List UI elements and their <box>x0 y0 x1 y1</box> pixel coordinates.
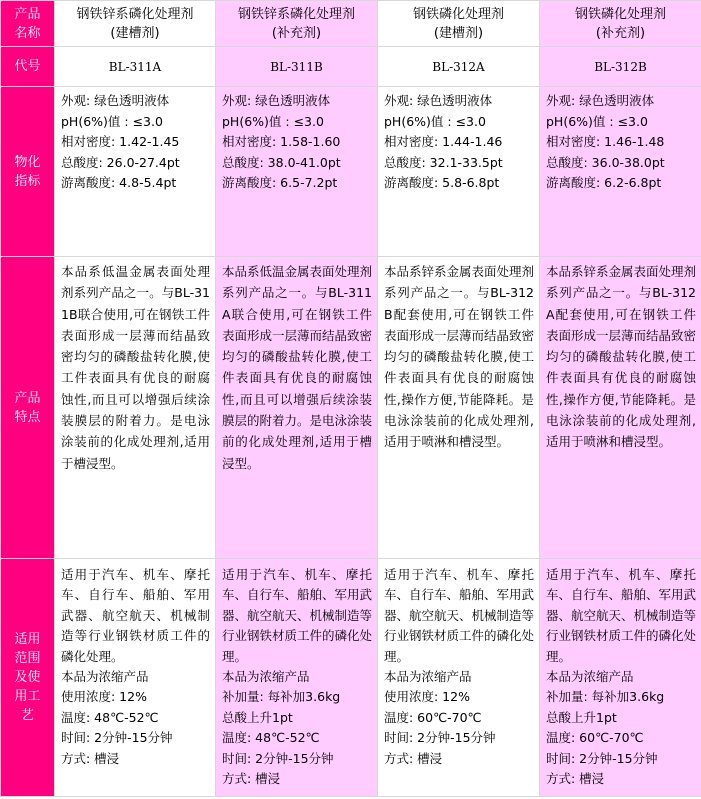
row-label-code: 代号 <box>1 47 55 87</box>
features-cell: 本品系低温金属表面处理剂系列产品之一。与BL-311B联合使用,可在钢铁工件表面形成一层薄而结晶致密均匀的磷酸盐转化膜,使工件表面具有优良的耐腐蚀性,而且可以增强后续涂装膜层的附着力。是电泳涂装前的化成处理剂,适用于槽浸型。 <box>55 257 216 559</box>
properties-cell <box>55 87 216 257</box>
product-code: BL-311A <box>55 47 216 87</box>
features-cell: 本品系锌系金属表面处理剂系列产品之一。与BL-312A配套使用,可在钢铁工件表面形成一层薄而结晶致密均匀的磷酸盐转化膜,使工件表面具有优良的耐腐蚀性,操作方便,节能降耗。是电泳涂装前的化成处理剂,适用于喷淋和槽浸型。 <box>540 257 701 559</box>
usage-line: 温度: 48℃-52℃ <box>61 709 159 725</box>
row-label-name <box>1 1 55 47</box>
row-label-features <box>1 257 55 559</box>
usage-line: 温度: 60℃-70℃ <box>546 730 644 746</box>
product-name: 钢铁磷化处理剂 <box>412 6 504 22</box>
property-line: 外观: 绿色透明液体 <box>384 93 493 108</box>
properties-row <box>1 87 701 257</box>
usage-line: 本品为浓缩产品 <box>61 669 149 685</box>
usage-line: 本品为浓缩产品 <box>222 669 310 685</box>
property-line: 相对密度: 1.46-1.48 <box>546 134 665 149</box>
property-line: 相对密度: 1.42-1.45 <box>61 134 180 149</box>
product-code: BL-312A <box>378 47 540 87</box>
property-line: 外观: 绿色透明液体 <box>61 93 170 108</box>
usage-line: 本品为浓缩产品 <box>384 669 472 685</box>
properties-cell <box>540 87 701 257</box>
usage-scope: 适用于汽车、机车、摩托车、自行车、船舶、军用武器、航空航天、机械制造等行业钢铁材质工件的磷化处理。 <box>546 567 697 664</box>
usage-line: 本品为浓缩产品 <box>546 669 634 685</box>
property-line: 总酸度: 36.0-38.0pt <box>546 154 665 170</box>
product-name-cell <box>55 1 216 47</box>
property-line: 总酸度: 38.0-41.0pt <box>222 154 341 170</box>
name-row <box>1 1 701 47</box>
features-row <box>1 257 701 559</box>
row-label-properties-line: 指标 <box>14 173 41 189</box>
property-line: 游离酸度: 4.8-5.4pt <box>61 175 177 190</box>
usage-line: 时间: 2分钟-15分钟 <box>61 730 173 746</box>
usage-line: 方式: 槽浸 <box>222 771 281 787</box>
usage-cell <box>540 559 701 797</box>
properties-cell <box>216 87 378 257</box>
product-code: BL-311B <box>216 47 378 87</box>
product-type: (建槽剂) <box>433 25 484 41</box>
property-line: 外观: 绿色透明液体 <box>546 93 655 108</box>
row-label-properties-line: 物化 <box>14 154 41 170</box>
row-label-usage-line: 范围 <box>14 651 41 666</box>
property-line: 游离酸度: 6.5-7.2pt <box>222 175 338 190</box>
property-line: pH(6%)值 : ≤3.0 <box>61 113 163 129</box>
usage-line: 温度: 60℃-70℃ <box>384 709 482 725</box>
usage-line: 时间: 2分钟-15分钟 <box>546 750 658 766</box>
property-line: 总酸度: 32.1-33.5pt <box>384 154 503 170</box>
product-name: 钢铁磷化处理剂 <box>574 6 666 22</box>
property-line: 外观: 绿色透明液体 <box>222 93 331 108</box>
property-line: pH(6%)值 : ≤3.0 <box>222 113 324 129</box>
usage-line: 时间: 2分钟-15分钟 <box>384 730 496 746</box>
product-name-cell <box>378 1 540 47</box>
property-line: 相对密度: 1.44-1.46 <box>384 134 503 149</box>
usage-cell <box>55 559 216 797</box>
row-label-properties <box>1 87 55 257</box>
product-type: (建槽剂) <box>110 25 160 41</box>
product-name-cell <box>216 1 378 47</box>
usage-scope: 适用于汽车、机车、摩托车、自行车、船舶、军用武器、航空航天、机械制造等行业钢铁材质工件的磷化处理。 <box>61 567 210 664</box>
usage-line: 补加量: 每补加3.6kg <box>222 689 341 705</box>
property-line: pH(6%)值 : ≤3.0 <box>546 113 648 129</box>
property-line: pH(6%)值 : ≤3.0 <box>384 113 486 129</box>
row-label-name-line: 名称 <box>14 25 41 41</box>
code-row <box>1 47 701 87</box>
usage-scope: 适用于汽车、机车、摩托车、自行车、船舶、军用武器、航空航天、机械制造等行业钢铁材质工件的磷化处理。 <box>222 567 373 664</box>
row-label-usage-line: 用工 <box>14 689 41 704</box>
row-label-usage-line: 艺 <box>20 708 34 723</box>
usage-line: 方式: 槽浸 <box>61 750 120 766</box>
product-code: BL-312B <box>540 47 701 87</box>
row-label-usage-line: 适用 <box>14 632 41 647</box>
property-line: 总酸度: 26.0-27.4pt <box>61 154 180 170</box>
usage-cell <box>216 559 378 797</box>
usage-row <box>1 559 701 797</box>
product-name: 钢铁锌系磷化处理剂 <box>237 6 355 22</box>
usage-line: 使用浓度: 12% <box>384 689 470 705</box>
usage-scope: 适用于汽车、机车、摩托车、自行车、船舶、军用武器、航空航天、机械制造等行业钢铁材质工件的磷化处理。 <box>384 567 535 664</box>
usage-line: 补加量: 每补加3.6kg <box>546 689 665 705</box>
properties-cell <box>378 87 540 257</box>
product-type: (补充剂) <box>271 25 322 41</box>
row-label-name-line: 产品 <box>14 6 41 22</box>
row-label-usage <box>1 559 55 797</box>
property-line: 游离酸度: 5.8-6.8pt <box>384 175 500 190</box>
usage-line: 温度: 48℃-52℃ <box>222 730 320 746</box>
features-cell: 本品系低温金属表面处理剂系列产品之一。与BL-311A联合使用,可在钢铁工件表面形成一层薄而结晶致密均匀的磷酸盐转化膜,使工件表面具有优良的耐腐蚀性,而且可以增强后续涂装膜层的附着力。是电泳涂装前的化成处理剂,适用于槽浸型。 <box>216 257 378 559</box>
usage-line: 总酸上升1pt <box>222 709 293 725</box>
row-label-features-line: 特点 <box>14 409 41 425</box>
property-line: 相对密度: 1.58-1.60 <box>222 134 341 149</box>
product-type: (补充剂) <box>595 25 646 41</box>
row-label-features-line: 产品 <box>14 390 41 406</box>
usage-line: 时间: 2分钟-15分钟 <box>222 750 334 766</box>
usage-line: 使用浓度: 12% <box>61 689 147 705</box>
features-cell: 本品系锌系金属表面处理剂系列产品之一。与BL-312B配套使用,可在钢铁工件表面形成一层薄而结晶致密均匀的磷酸盐转化膜,使工件表面具有优良的耐腐蚀性,操作方便,节能降耗。是电泳涂装前的化成处理剂,适用于喷淋和槽浸型。 <box>378 257 540 559</box>
property-line: 游离酸度: 6.2-6.8pt <box>546 175 662 190</box>
product-name-cell <box>540 1 701 47</box>
usage-line: 方式: 槽浸 <box>384 750 443 766</box>
usage-line: 方式: 槽浸 <box>546 771 605 787</box>
row-label-usage-line: 及使 <box>14 670 41 685</box>
product-name: 钢铁锌系磷化处理剂 <box>76 6 194 22</box>
usage-cell <box>378 559 540 797</box>
usage-line: 总酸上升1pt <box>546 709 617 725</box>
